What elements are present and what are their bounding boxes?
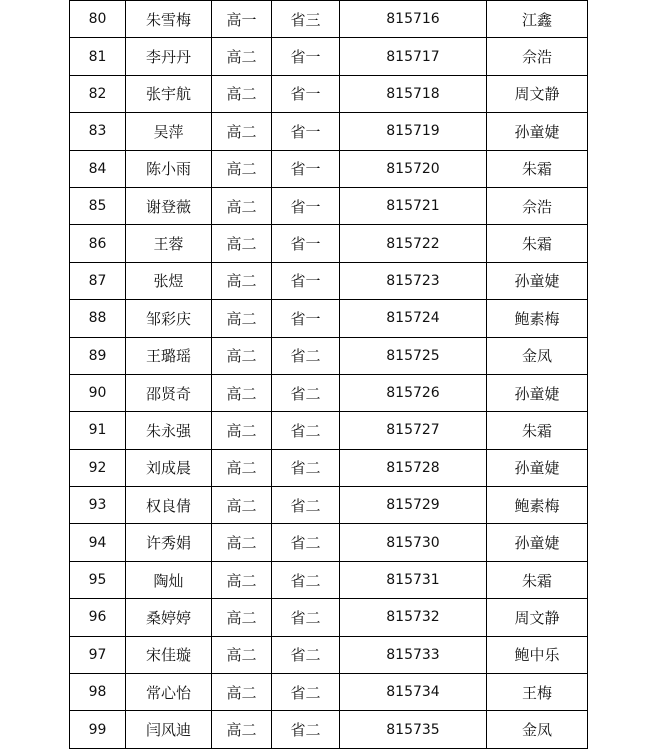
certificate-number-cell: 815734 [340, 674, 487, 711]
grade-cell: 高二 [212, 711, 272, 748]
teacher-name-cell: 周文静 [487, 599, 588, 636]
certificate-number-cell: 815718 [340, 75, 487, 112]
row-number-cell: 86 [70, 225, 126, 262]
certificate-number-cell: 815722 [340, 225, 487, 262]
table-row [70, 262, 588, 299]
award-level-cell: 省三 [272, 1, 340, 38]
grade-cell: 高二 [212, 75, 272, 112]
teacher-name-cell: 孙童婕 [487, 374, 588, 411]
student-name-cell: 吴萍 [126, 113, 212, 150]
certificate-number-cell: 815724 [340, 300, 487, 337]
teacher-name-cell: 孙童婕 [487, 262, 588, 299]
grade-cell: 高二 [212, 38, 272, 75]
certificate-number-cell: 815729 [340, 487, 487, 524]
certificate-number-cell: 815725 [340, 337, 487, 374]
teacher-name-cell: 鲍素梅 [487, 487, 588, 524]
row-number-cell: 83 [70, 113, 126, 150]
student-name-cell: 陈小雨 [126, 150, 212, 187]
row-number-cell: 93 [70, 487, 126, 524]
row-number-cell: 99 [70, 711, 126, 748]
table-row [70, 113, 588, 150]
award-level-cell: 省二 [272, 374, 340, 411]
teacher-name-cell: 孙童婕 [487, 524, 588, 561]
grade-cell: 高二 [212, 449, 272, 486]
certificate-number-cell: 815728 [340, 449, 487, 486]
student-name-cell: 李丹丹 [126, 38, 212, 75]
table-row [70, 187, 588, 224]
row-number-cell: 92 [70, 449, 126, 486]
certificate-number-cell: 815719 [340, 113, 487, 150]
table-row [70, 38, 588, 75]
grade-cell: 高二 [212, 561, 272, 598]
table-row [70, 374, 588, 411]
grade-cell: 高二 [212, 300, 272, 337]
grade-cell: 高二 [212, 524, 272, 561]
grade-cell: 高二 [212, 187, 272, 224]
table-row [70, 225, 588, 262]
award-level-cell: 省一 [272, 225, 340, 262]
teacher-name-cell: 朱霜 [487, 225, 588, 262]
student-name-cell: 闫风迪 [126, 711, 212, 748]
award-level-cell: 省二 [272, 487, 340, 524]
teacher-name-cell: 朱霜 [487, 561, 588, 598]
row-number-cell: 82 [70, 75, 126, 112]
row-number-cell: 80 [70, 1, 126, 38]
teacher-name-cell: 金凤 [487, 711, 588, 748]
table-row [70, 150, 588, 187]
certificate-number-cell: 815730 [340, 524, 487, 561]
row-number-cell: 89 [70, 337, 126, 374]
award-level-cell: 省二 [272, 524, 340, 561]
teacher-name-cell: 孙童婕 [487, 449, 588, 486]
teacher-name-cell: 佘浩 [487, 38, 588, 75]
grade-cell: 高二 [212, 599, 272, 636]
certificate-number-cell: 815732 [340, 599, 487, 636]
student-name-cell: 朱雪梅 [126, 1, 212, 38]
award-level-cell: 省二 [272, 636, 340, 673]
award-level-cell: 省一 [272, 150, 340, 187]
student-name-cell: 张煜 [126, 262, 212, 299]
table-row [70, 711, 588, 748]
table-row [70, 524, 588, 561]
student-name-cell: 谢登薇 [126, 187, 212, 224]
award-level-cell: 省一 [272, 300, 340, 337]
student-name-cell: 陶灿 [126, 561, 212, 598]
award-level-cell: 省二 [272, 674, 340, 711]
row-number-cell: 90 [70, 374, 126, 411]
award-level-cell: 省二 [272, 599, 340, 636]
student-name-cell: 宋佳璇 [126, 636, 212, 673]
teacher-name-cell: 孙童婕 [487, 113, 588, 150]
student-name-cell: 刘成晨 [126, 449, 212, 486]
teacher-name-cell: 江鑫 [487, 1, 588, 38]
table-row [70, 599, 588, 636]
certificate-number-cell: 815735 [340, 711, 487, 748]
grade-cell: 高二 [212, 337, 272, 374]
row-number-cell: 84 [70, 150, 126, 187]
grade-cell: 高二 [212, 487, 272, 524]
award-list-table [69, 0, 588, 749]
student-name-cell: 张宇航 [126, 75, 212, 112]
certificate-number-cell: 815720 [340, 150, 487, 187]
row-number-cell: 91 [70, 412, 126, 449]
student-name-cell: 常心怡 [126, 674, 212, 711]
certificate-number-cell: 815731 [340, 561, 487, 598]
teacher-name-cell: 佘浩 [487, 187, 588, 224]
teacher-name-cell: 朱霜 [487, 150, 588, 187]
award-level-cell: 省二 [272, 711, 340, 748]
student-name-cell: 权良倩 [126, 487, 212, 524]
certificate-number-cell: 815721 [340, 187, 487, 224]
row-number-cell: 96 [70, 599, 126, 636]
table-row [70, 412, 588, 449]
table-row [70, 636, 588, 673]
row-number-cell: 98 [70, 674, 126, 711]
table-body [70, 1, 588, 749]
student-name-cell: 邹彩庆 [126, 300, 212, 337]
student-name-cell: 王璐瑶 [126, 337, 212, 374]
certificate-number-cell: 815723 [340, 262, 487, 299]
table-row [70, 1, 588, 38]
table-row [70, 337, 588, 374]
certificate-number-cell: 815726 [340, 374, 487, 411]
teacher-name-cell: 鲍素梅 [487, 300, 588, 337]
grade-cell: 高二 [212, 262, 272, 299]
certificate-number-cell: 815733 [340, 636, 487, 673]
student-name-cell: 朱永强 [126, 412, 212, 449]
teacher-name-cell: 周文静 [487, 75, 588, 112]
award-level-cell: 省二 [272, 449, 340, 486]
grade-cell: 高一 [212, 1, 272, 38]
table-row [70, 75, 588, 112]
award-level-cell: 省一 [272, 262, 340, 299]
certificate-number-cell: 815716 [340, 1, 487, 38]
table-row [70, 300, 588, 337]
table-row [70, 674, 588, 711]
table-row [70, 561, 588, 598]
grade-cell: 高二 [212, 674, 272, 711]
teacher-name-cell: 朱霜 [487, 412, 588, 449]
student-name-cell: 桑婷婷 [126, 599, 212, 636]
student-name-cell: 邵贤奇 [126, 374, 212, 411]
grade-cell: 高二 [212, 113, 272, 150]
row-number-cell: 88 [70, 300, 126, 337]
teacher-name-cell: 王梅 [487, 674, 588, 711]
student-name-cell: 许秀娟 [126, 524, 212, 561]
grade-cell: 高二 [212, 374, 272, 411]
grade-cell: 高二 [212, 150, 272, 187]
table-row [70, 487, 588, 524]
award-level-cell: 省二 [272, 337, 340, 374]
grade-cell: 高二 [212, 636, 272, 673]
grade-cell: 高二 [212, 412, 272, 449]
row-number-cell: 85 [70, 187, 126, 224]
table-row [70, 449, 588, 486]
student-name-cell: 王蓉 [126, 225, 212, 262]
award-level-cell: 省一 [272, 38, 340, 75]
grade-cell: 高二 [212, 225, 272, 262]
award-level-cell: 省二 [272, 412, 340, 449]
award-level-cell: 省二 [272, 561, 340, 598]
row-number-cell: 87 [70, 262, 126, 299]
certificate-number-cell: 815727 [340, 412, 487, 449]
award-level-cell: 省一 [272, 113, 340, 150]
teacher-name-cell: 鲍中乐 [487, 636, 588, 673]
row-number-cell: 94 [70, 524, 126, 561]
row-number-cell: 97 [70, 636, 126, 673]
teacher-name-cell: 金凤 [487, 337, 588, 374]
award-level-cell: 省一 [272, 187, 340, 224]
award-level-cell: 省一 [272, 75, 340, 112]
row-number-cell: 95 [70, 561, 126, 598]
row-number-cell: 81 [70, 38, 126, 75]
certificate-number-cell: 815717 [340, 38, 487, 75]
